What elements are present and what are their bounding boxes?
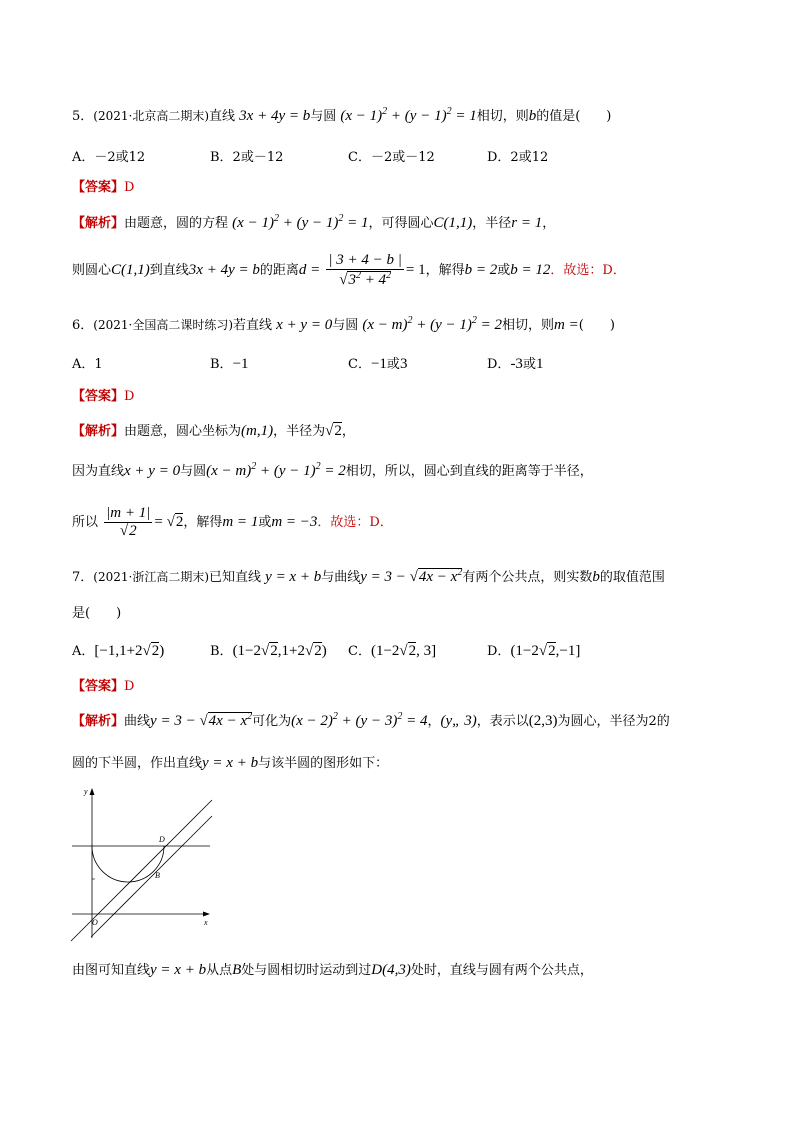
q6-number: 6．	[72, 318, 94, 333]
text: 可化为	[252, 714, 292, 729]
analysis-tag: 【解析】	[72, 216, 125, 231]
q7-analysis-line3: 由图可知直线y = x + b从点B处与圆相切时运动到过D(4,3)处时，直线与圆有两个公共点，	[72, 962, 593, 978]
text: ，解得	[425, 263, 465, 278]
q6-analysis-line3: 所以 $\frac{|m + 1|}{√2}$ = √2，解得m = 1或m = −3．故选：D．	[72, 505, 393, 539]
q6-option-b[interactable]: B．−1	[210, 356, 249, 372]
q7-stem: 7．(2021·浙江高二期末)已知直线 y = x + b与曲线$y = 3 - √4x - x^2$有两个公共点，则实数b的取值范围	[72, 567, 665, 585]
point-b-label: B	[155, 871, 160, 880]
text: D．	[487, 357, 511, 372]
q7-option-b[interactable]: B．(1−2√2,1+2√2)	[210, 643, 327, 659]
q5-text: 与圆	[310, 109, 337, 124]
y-axis-label: y	[84, 787, 88, 796]
q7-source: (2021·浙江高二期末)	[93, 570, 209, 584]
origin-label: O	[92, 918, 98, 927]
text: ，可得圆心	[368, 216, 434, 231]
x-axis-arrow	[203, 912, 210, 917]
text: 则圆心	[72, 263, 112, 278]
q5-answer	[72, 176, 134, 195]
text: 或	[497, 263, 511, 278]
text: C．	[348, 357, 371, 372]
q5-option-c[interactable]: C．－2或－12	[348, 150, 435, 165]
q7-stem-cont: 是( )	[72, 606, 122, 621]
semicircle-figure	[64, 782, 220, 942]
text: ，半径为	[273, 424, 326, 439]
text: 已知直线	[209, 570, 262, 585]
text: 曲线	[124, 714, 151, 729]
q6-option-c[interactable]: C．−1或3	[348, 356, 408, 372]
q6-source: (2021·全国高二课时练习)	[93, 318, 233, 332]
text: 相切，所以，圆心到直线的距离等于半径，	[345, 464, 593, 479]
q7-option-c[interactable]: C．(1−2√2, 3]	[348, 643, 437, 659]
q6-option-d[interactable]: D．-3或1	[487, 356, 544, 372]
q5-option-d[interactable]: D．2或12	[487, 150, 549, 165]
q5-text: 的值是( )	[536, 109, 612, 124]
text: 与圆	[332, 318, 359, 333]
text: 由图可知直线	[72, 963, 151, 978]
q7-option-d[interactable]: D．(1−2√2,−1]	[487, 643, 581, 659]
text: 与该半圆的图形如下：	[258, 756, 389, 771]
fraction: $\frac{|m + 1|}{√2}$	[106, 505, 151, 539]
q5-text: 相切，则	[476, 109, 529, 124]
answer-tag: 【答案】	[72, 180, 125, 195]
text: B．	[210, 357, 233, 372]
text: ，表示以	[476, 714, 529, 729]
text: 相切，则	[502, 318, 555, 333]
q5-option-b[interactable]: B．2或－12	[210, 150, 284, 165]
text: 由题意，圆心坐标为	[124, 424, 242, 439]
text: 圆的下半圆，作出直线	[72, 756, 203, 771]
y-axis-arrow	[90, 788, 95, 795]
q7-number: 7．	[72, 570, 94, 585]
q5-line-eq: 3x + 4y = b	[239, 108, 311, 124]
q5-option-a[interactable]: A．－2或12	[72, 150, 146, 165]
text: 的距离	[259, 263, 299, 278]
distance-fraction: $\frac{| 3 + 4 - b |}{√3^2 + 4^2}$	[328, 252, 402, 288]
text: 所以	[72, 515, 99, 530]
q7-analysis-line1: 【解析】曲线$y = 3 - √4x - x^2$可化为$(x - 2)^2 + (y - 3)^2 = 4$，(y„ 3)，表示以(2,3)为圆心，半径为2的	[72, 711, 670, 729]
text: ．故选：D．	[550, 263, 626, 278]
q5-analysis-line2: 则圆心C(1,1)到直线3x + 4y = b的距离d = $\frac{| 3 + 4 - b |}{√3^2 + 4^2}$ = 1，解得b = 2或b = 12．故选：D．	[72, 252, 626, 288]
x-axis-label: x	[204, 918, 208, 927]
text: 到直线	[149, 263, 189, 278]
answer-tag: 【答案】	[72, 389, 125, 404]
text: 为圆心，半径为2的	[557, 714, 670, 729]
text: 若直线	[233, 318, 273, 333]
q6-option-a[interactable]: A．1	[72, 357, 103, 372]
text: B．	[210, 644, 233, 659]
q5-source: (2021·北京高二期末)	[93, 109, 209, 123]
q7-option-a[interactable]: A．[−1,1+2√2)	[72, 643, 165, 659]
text: 从点	[206, 963, 233, 978]
text: 有两个公共点，则实数	[462, 570, 593, 585]
q7-analysis-line2: 圆的下半圆，作出直线y = x + b与该半圆的图形如下：	[72, 755, 389, 771]
answer-value: D	[124, 679, 135, 694]
text: C．	[348, 644, 371, 659]
text: 因为直线	[72, 464, 125, 479]
q5-analysis-line1: 【解析】由题意，圆的方程 $(x - 1)^2 + (y - 1)^2 = 1$，可得圆心C(1,1)，半径r = 1，	[72, 213, 556, 231]
q5-number: 5．	[72, 109, 94, 124]
q5-text: 直线	[209, 109, 236, 124]
analysis-tag: 【解析】	[72, 714, 125, 729]
text: 处与圆相切时运动到过	[241, 963, 372, 978]
q6-analysis-line1: 【解析】由题意，圆心坐标为(m,1)，半径为√2，	[72, 423, 355, 439]
q5-stem: 5．(2021·北京高二期末)直线 3x + 4y = b与圆 $(x - 1)^2 + (y - 1)^2 = 1$相切，则b的值是( )	[72, 106, 612, 124]
q7-answer	[72, 675, 134, 694]
q6-answer	[72, 385, 134, 404]
answer-tag: 【答案】	[72, 679, 125, 694]
point-d-label: D	[159, 835, 165, 844]
text: ( )	[578, 318, 615, 333]
text: ．故选：D．	[317, 515, 393, 530]
text: 与圆	[180, 464, 207, 479]
text: 由题意，圆的方程	[124, 216, 229, 231]
text: ，解得	[183, 515, 223, 530]
lower-semicircle	[92, 846, 164, 882]
text: 或	[258, 515, 272, 530]
q6-stem: 6．(2021·全国高二课时练习)若直线 x + y = 0与圆 $(x - m)^2 + (y - 1)^2 = 2$相切，则m =( )	[72, 315, 615, 333]
q6-analysis-line2: 因为直线x + y = 0与圆$(x - m)^2 + (y - 1)^2 = 2$相切，所以，圆心到直线的距离等于半径，	[72, 461, 593, 479]
text: 的取值范围	[599, 570, 665, 585]
q5-circle-eq: $(x - 1)^2 + (y - 1)^2 = 1$	[340, 106, 477, 124]
text: 处时，直线与圆有两个公共点，	[410, 963, 593, 978]
text: A．	[72, 644, 95, 659]
text: D．	[487, 644, 511, 659]
text: ，半径	[472, 216, 512, 231]
text: 与曲线	[321, 570, 361, 585]
answer-value: D	[124, 180, 135, 195]
answer-value: D	[124, 389, 135, 404]
analysis-tag: 【解析】	[72, 424, 125, 439]
